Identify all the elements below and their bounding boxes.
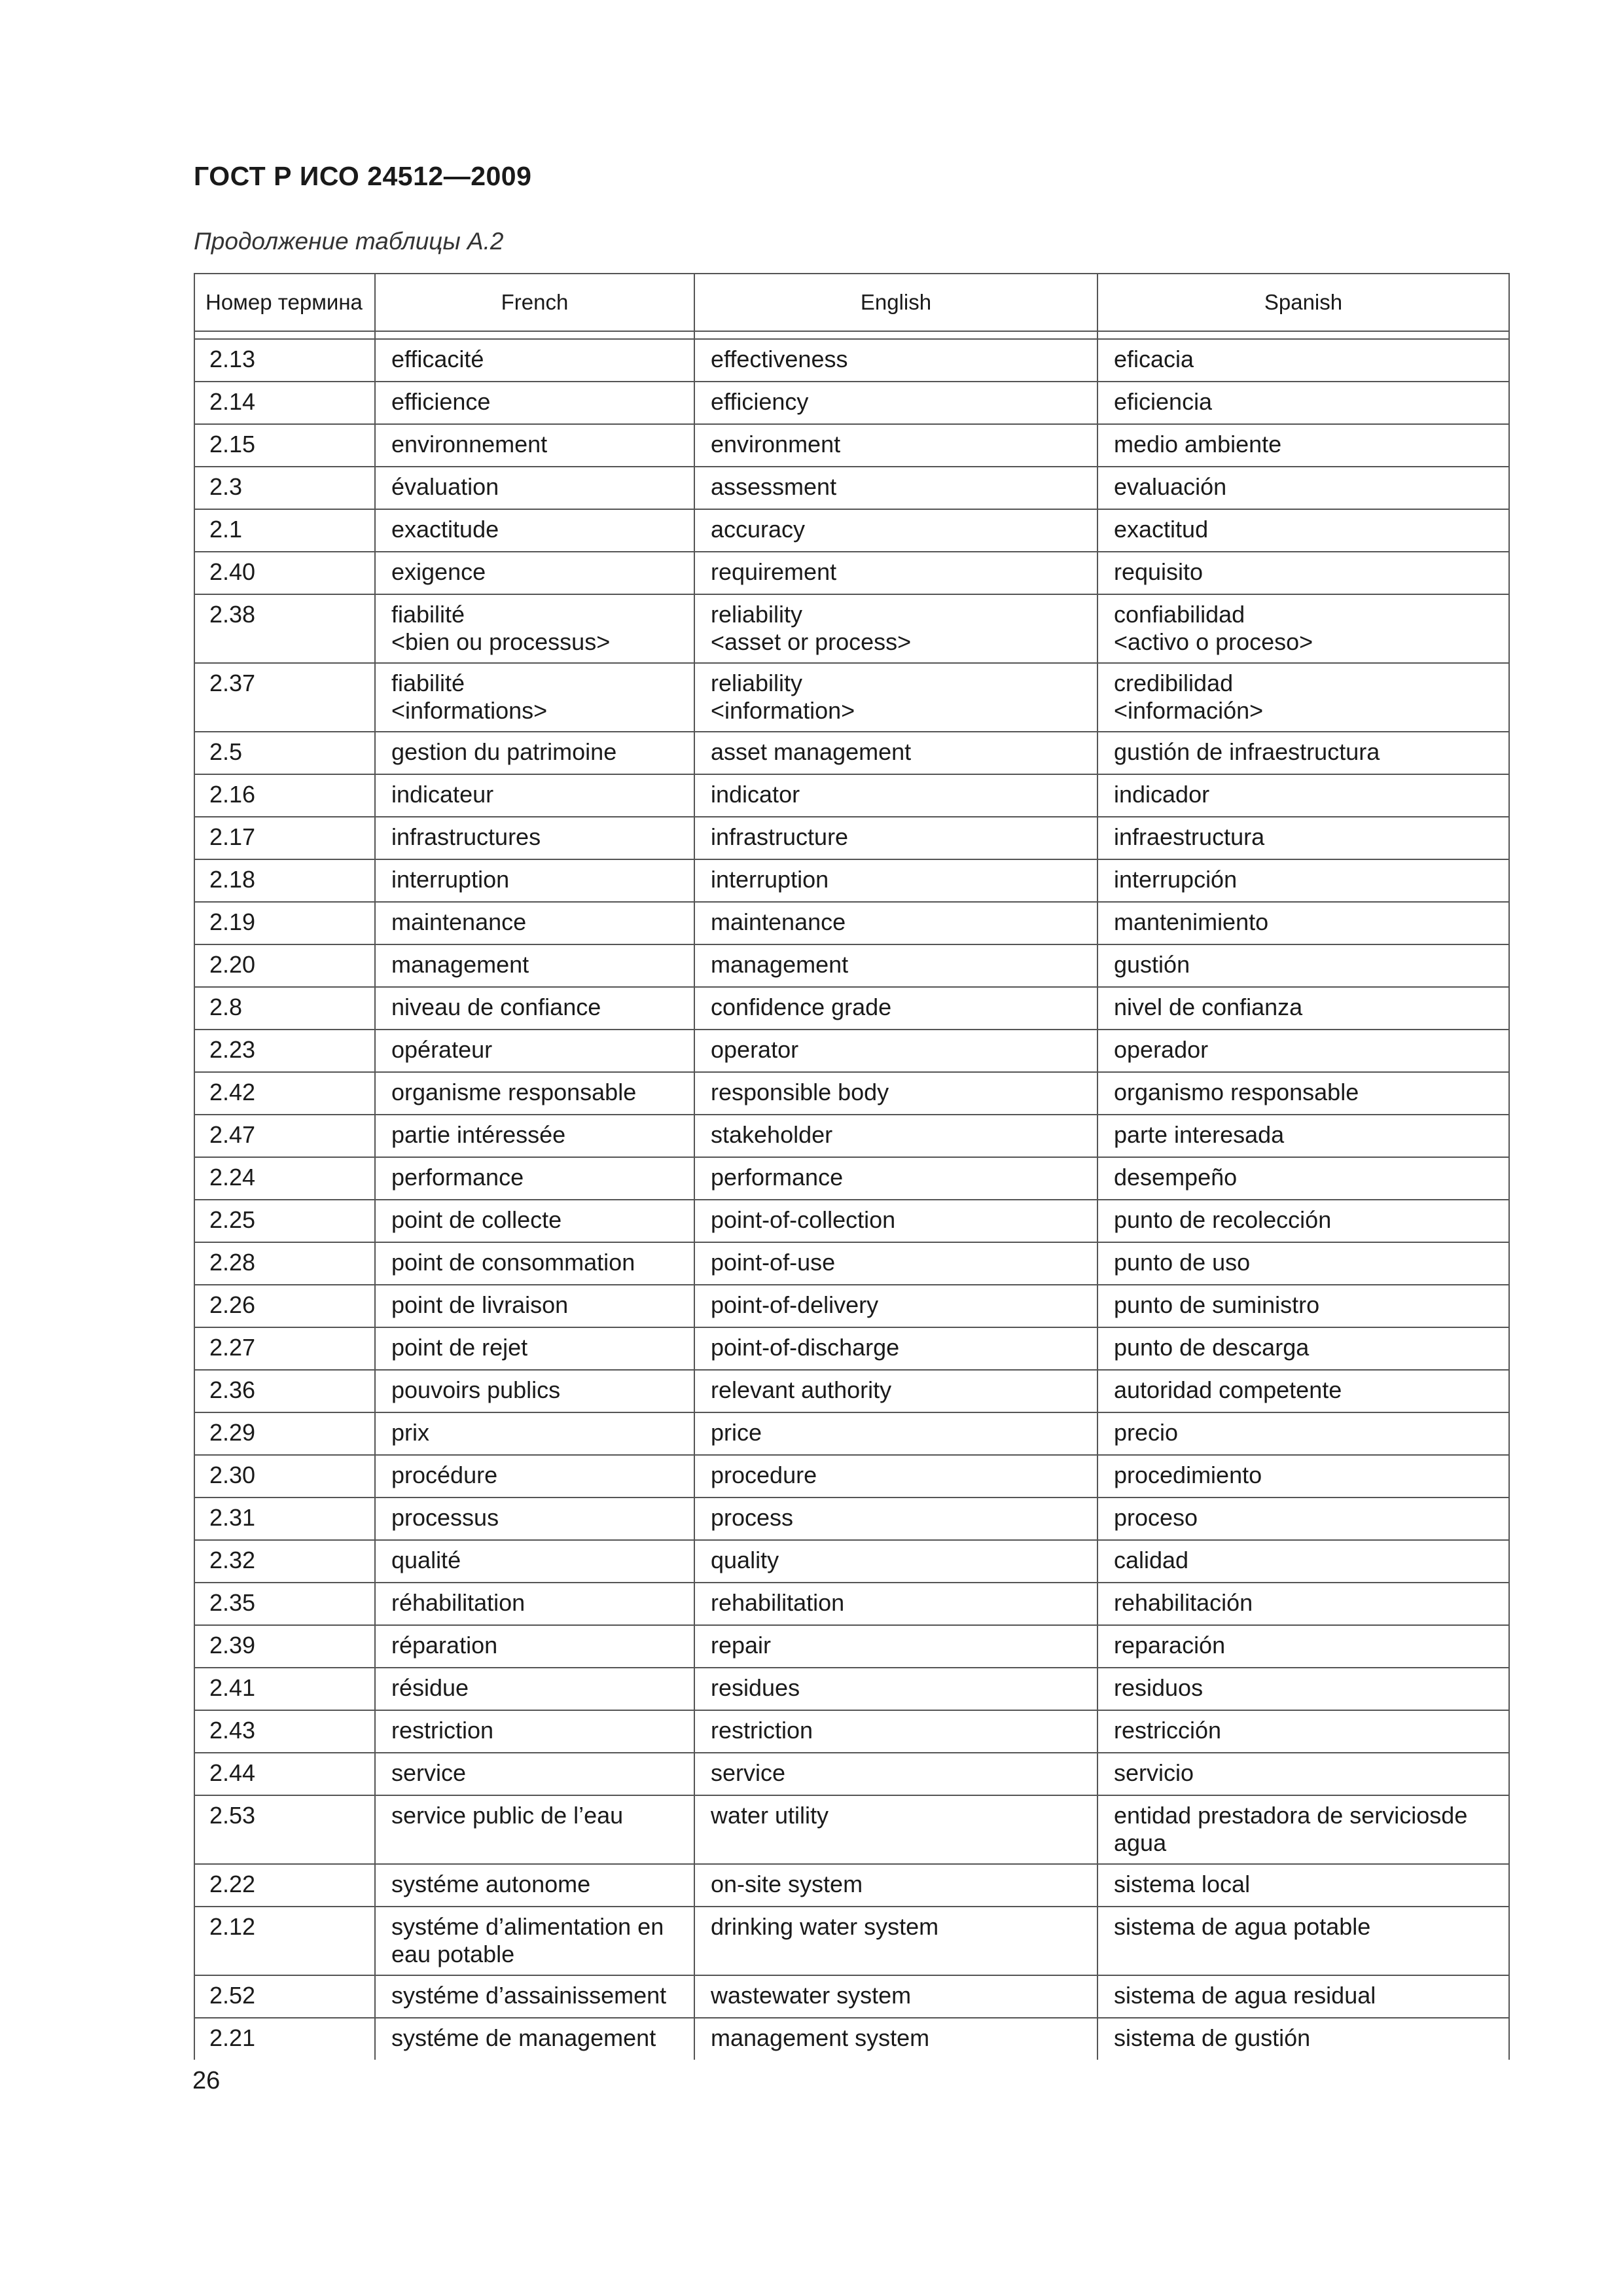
spanish-term-cell: servicio xyxy=(1097,1753,1509,1795)
table-row xyxy=(194,1200,1509,1242)
french-term-cell: pouvoirs publics xyxy=(375,1370,694,1412)
english-term-cell: operator xyxy=(694,1030,1097,1072)
english-term-cell: rehabilitation xyxy=(694,1583,1097,1625)
table-row xyxy=(194,1412,1509,1455)
term-number-cell: 2.17 xyxy=(194,817,375,859)
english-term-cell: interruption xyxy=(694,859,1097,902)
term-number-cell: 2.47 xyxy=(194,1115,375,1157)
term-number-cell: 2.21 xyxy=(194,2018,375,2060)
french-term-cell: efficacité xyxy=(375,339,694,382)
header-separator xyxy=(194,331,1509,339)
spanish-term-cell: sistema de gustión xyxy=(1097,2018,1509,2060)
table-body xyxy=(194,339,1509,2060)
english-term-cell: indicator xyxy=(694,774,1097,817)
table-row xyxy=(194,663,1509,732)
table-row xyxy=(194,1625,1509,1668)
table-caption: Продолжение таблицы А.2 xyxy=(194,228,504,255)
table-row xyxy=(194,1455,1509,1498)
term-number-cell: 2.29 xyxy=(194,1412,375,1455)
english-term-cell: effectiveness xyxy=(694,339,1097,382)
spanish-term-cell: precio xyxy=(1097,1412,1509,1455)
french-term-cell: efficience xyxy=(375,382,694,424)
table-row xyxy=(194,1327,1509,1370)
french-term-cell: systéme d’assainissement xyxy=(375,1975,694,2018)
english-term-cell: water utility xyxy=(694,1795,1097,1864)
term-number-cell: 2.22 xyxy=(194,1864,375,1907)
term-number-cell: 2.15 xyxy=(194,424,375,467)
table-row xyxy=(194,1975,1509,2018)
term-number-cell: 2.23 xyxy=(194,1030,375,1072)
french-term-cell: service xyxy=(375,1753,694,1795)
table-row xyxy=(194,1115,1509,1157)
french-term-cell: prix xyxy=(375,1412,694,1455)
french-term-cell: point de livraison xyxy=(375,1285,694,1327)
english-term-cell: environment xyxy=(694,424,1097,467)
term-number-cell: 2.53 xyxy=(194,1795,375,1864)
table-row xyxy=(194,339,1509,382)
english-term-cell: assessment xyxy=(694,467,1097,509)
table-row xyxy=(194,552,1509,594)
table-row xyxy=(194,2018,1509,2060)
english-term-cell: asset management xyxy=(694,732,1097,774)
french-term-cell: service public de l’eau xyxy=(375,1795,694,1864)
english-term-cell: wastewater system xyxy=(694,1975,1097,2018)
table-row xyxy=(194,732,1509,774)
french-term-cell: exigence xyxy=(375,552,694,594)
term-number-cell: 2.13 xyxy=(194,339,375,382)
english-term-cell: service xyxy=(694,1753,1097,1795)
french-term-cell: infrastructures xyxy=(375,817,694,859)
table-row xyxy=(194,1907,1509,1975)
table-row xyxy=(194,1864,1509,1907)
english-term-cell: reliability <information> xyxy=(694,663,1097,732)
french-term-cell: performance xyxy=(375,1157,694,1200)
french-term-cell: restriction xyxy=(375,1710,694,1753)
term-number-cell: 2.24 xyxy=(194,1157,375,1200)
french-term-cell: fiabilité <informations> xyxy=(375,663,694,732)
french-term-cell: fiabilité <bien ou processus> xyxy=(375,594,694,663)
spanish-term-cell: sistema de agua potable xyxy=(1097,1907,1509,1975)
table-row xyxy=(194,594,1509,663)
term-number-cell: 2.36 xyxy=(194,1370,375,1412)
table-header-row xyxy=(194,274,1509,331)
column-header-term-number: Номер термина xyxy=(194,274,375,331)
table-row xyxy=(194,1498,1509,1540)
table-row xyxy=(194,382,1509,424)
french-term-cell: qualité xyxy=(375,1540,694,1583)
table-row xyxy=(194,1157,1509,1200)
english-term-cell: performance xyxy=(694,1157,1097,1200)
french-term-cell: évaluation xyxy=(375,467,694,509)
page-number: 26 xyxy=(192,2067,221,2094)
french-term-cell: environnement xyxy=(375,424,694,467)
french-term-cell: partie intéressée xyxy=(375,1115,694,1157)
english-term-cell: maintenance xyxy=(694,902,1097,944)
term-number-cell: 2.30 xyxy=(194,1455,375,1498)
english-term-cell: efficiency xyxy=(694,382,1097,424)
table-row xyxy=(194,424,1509,467)
english-term-cell: confidence grade xyxy=(694,987,1097,1030)
english-term-cell: responsible body xyxy=(694,1072,1097,1115)
english-term-cell: management xyxy=(694,944,1097,987)
spanish-term-cell: residuos xyxy=(1097,1668,1509,1710)
english-term-cell: relevant authority xyxy=(694,1370,1097,1412)
term-number-cell: 2.20 xyxy=(194,944,375,987)
spanish-term-cell: entidad prestadora de serviciosde agua xyxy=(1097,1795,1509,1864)
spanish-term-cell: parte interesada xyxy=(1097,1115,1509,1157)
term-number-cell: 2.26 xyxy=(194,1285,375,1327)
spanish-term-cell: medio ambiente xyxy=(1097,424,1509,467)
french-term-cell: point de consommation xyxy=(375,1242,694,1285)
table-row xyxy=(194,1710,1509,1753)
english-term-cell: on-site system xyxy=(694,1864,1097,1907)
spanish-term-cell: requisito xyxy=(1097,552,1509,594)
term-number-cell: 2.16 xyxy=(194,774,375,817)
table-row xyxy=(194,1753,1509,1795)
french-term-cell: maintenance xyxy=(375,902,694,944)
spanish-term-cell: sistema de agua residual xyxy=(1097,1975,1509,2018)
spanish-term-cell: autoridad competente xyxy=(1097,1370,1509,1412)
french-term-cell: résidue xyxy=(375,1668,694,1710)
term-number-cell: 2.8 xyxy=(194,987,375,1030)
french-term-cell: indicateur xyxy=(375,774,694,817)
english-term-cell: point-of-delivery xyxy=(694,1285,1097,1327)
english-term-cell: reliability <asset or process> xyxy=(694,594,1097,663)
french-term-cell: point de collecte xyxy=(375,1200,694,1242)
english-term-cell: point-of-discharge xyxy=(694,1327,1097,1370)
spanish-term-cell: rehabilitación xyxy=(1097,1583,1509,1625)
french-term-cell: systéme de management xyxy=(375,2018,694,2060)
english-term-cell: price xyxy=(694,1412,1097,1455)
english-term-cell: point-of-use xyxy=(694,1242,1097,1285)
document-header: ГОСТ Р ИСО 24512—2009 xyxy=(194,161,532,191)
french-term-cell: organisme responsable xyxy=(375,1072,694,1115)
english-term-cell: procedure xyxy=(694,1455,1097,1498)
terms-table xyxy=(194,273,1510,2060)
spanish-term-cell: eficacia xyxy=(1097,339,1509,382)
spanish-term-cell: proceso xyxy=(1097,1498,1509,1540)
spanish-term-cell: credibilidad <información> xyxy=(1097,663,1509,732)
table-row xyxy=(194,467,1509,509)
term-number-cell: 2.19 xyxy=(194,902,375,944)
spanish-term-cell: punto de recolección xyxy=(1097,1200,1509,1242)
spanish-term-cell: organismo responsable xyxy=(1097,1072,1509,1115)
term-number-cell: 2.12 xyxy=(194,1907,375,1975)
english-term-cell: stakeholder xyxy=(694,1115,1097,1157)
english-term-cell: process xyxy=(694,1498,1097,1540)
spanish-term-cell: desempeño xyxy=(1097,1157,1509,1200)
table-row xyxy=(194,1540,1509,1583)
term-number-cell: 2.52 xyxy=(194,1975,375,2018)
spanish-term-cell: nivel de confianza xyxy=(1097,987,1509,1030)
term-number-cell: 2.32 xyxy=(194,1540,375,1583)
french-term-cell: point de rejet xyxy=(375,1327,694,1370)
table-row xyxy=(194,774,1509,817)
table-row xyxy=(194,944,1509,987)
spanish-term-cell: reparación xyxy=(1097,1625,1509,1668)
spanish-term-cell: operador xyxy=(1097,1030,1509,1072)
english-term-cell: drinking water system xyxy=(694,1907,1097,1975)
french-term-cell: exactitude xyxy=(375,509,694,552)
table-row xyxy=(194,1242,1509,1285)
column-header-spanish: Spanish xyxy=(1097,274,1509,331)
term-number-cell: 2.37 xyxy=(194,663,375,732)
table-row xyxy=(194,1668,1509,1710)
term-number-cell: 2.31 xyxy=(194,1498,375,1540)
spanish-term-cell: gustión de infraestructura xyxy=(1097,732,1509,774)
table-row xyxy=(194,902,1509,944)
term-number-cell: 2.41 xyxy=(194,1668,375,1710)
french-term-cell: niveau de confiance xyxy=(375,987,694,1030)
term-number-cell: 2.38 xyxy=(194,594,375,663)
spanish-term-cell: eficiencia xyxy=(1097,382,1509,424)
table-row xyxy=(194,859,1509,902)
spanish-term-cell: punto de uso xyxy=(1097,1242,1509,1285)
term-number-cell: 2.43 xyxy=(194,1710,375,1753)
french-term-cell: réhabilitation xyxy=(375,1583,694,1625)
spanish-term-cell: punto de descarga xyxy=(1097,1327,1509,1370)
english-term-cell: management system xyxy=(694,2018,1097,2060)
spanish-term-cell: punto de suministro xyxy=(1097,1285,1509,1327)
french-term-cell: opérateur xyxy=(375,1030,694,1072)
column-header-english: English xyxy=(694,274,1097,331)
spanish-term-cell: indicador xyxy=(1097,774,1509,817)
table-row xyxy=(194,1072,1509,1115)
french-term-cell: interruption xyxy=(375,859,694,902)
column-header-french: French xyxy=(375,274,694,331)
english-term-cell: quality xyxy=(694,1540,1097,1583)
french-term-cell: systéme d’alimentation en eau potable xyxy=(375,1907,694,1975)
french-term-cell: management xyxy=(375,944,694,987)
term-number-cell: 2.27 xyxy=(194,1327,375,1370)
table-row xyxy=(194,1583,1509,1625)
term-number-cell: 2.14 xyxy=(194,382,375,424)
spanish-term-cell: sistema local xyxy=(1097,1864,1509,1907)
english-term-cell: point-of-collection xyxy=(694,1200,1097,1242)
term-number-cell: 2.18 xyxy=(194,859,375,902)
spanish-term-cell: infraestructura xyxy=(1097,817,1509,859)
table-row xyxy=(194,1030,1509,1072)
spanish-term-cell: evaluación xyxy=(1097,467,1509,509)
english-term-cell: infrastructure xyxy=(694,817,1097,859)
table-row xyxy=(194,1370,1509,1412)
english-term-cell: accuracy xyxy=(694,509,1097,552)
term-number-cell: 2.25 xyxy=(194,1200,375,1242)
spanish-term-cell: restricción xyxy=(1097,1710,1509,1753)
table-row xyxy=(194,1285,1509,1327)
term-number-cell: 2.3 xyxy=(194,467,375,509)
term-number-cell: 2.40 xyxy=(194,552,375,594)
term-number-cell: 2.28 xyxy=(194,1242,375,1285)
term-number-cell: 2.35 xyxy=(194,1583,375,1625)
spanish-term-cell: gustión xyxy=(1097,944,1509,987)
spanish-term-cell: interrupción xyxy=(1097,859,1509,902)
spanish-term-cell: calidad xyxy=(1097,1540,1509,1583)
french-term-cell: processus xyxy=(375,1498,694,1540)
english-term-cell: repair xyxy=(694,1625,1097,1668)
spanish-term-cell: confiabilidad <activo o proceso> xyxy=(1097,594,1509,663)
french-term-cell: réparation xyxy=(375,1625,694,1668)
table-row xyxy=(194,817,1509,859)
french-term-cell: procédure xyxy=(375,1455,694,1498)
spanish-term-cell: exactitud xyxy=(1097,509,1509,552)
english-term-cell: residues xyxy=(694,1668,1097,1710)
english-term-cell: restriction xyxy=(694,1710,1097,1753)
english-term-cell: requirement xyxy=(694,552,1097,594)
french-term-cell: gestion du patrimoine xyxy=(375,732,694,774)
term-number-cell: 2.44 xyxy=(194,1753,375,1795)
table-row xyxy=(194,1795,1509,1864)
term-number-cell: 2.5 xyxy=(194,732,375,774)
table-row xyxy=(194,987,1509,1030)
spanish-term-cell: mantenimiento xyxy=(1097,902,1509,944)
table-row xyxy=(194,509,1509,552)
spanish-term-cell: procedimiento xyxy=(1097,1455,1509,1498)
french-term-cell: systéme autonome xyxy=(375,1864,694,1907)
term-number-cell: 2.42 xyxy=(194,1072,375,1115)
term-number-cell: 2.39 xyxy=(194,1625,375,1668)
term-number-cell: 2.1 xyxy=(194,509,375,552)
